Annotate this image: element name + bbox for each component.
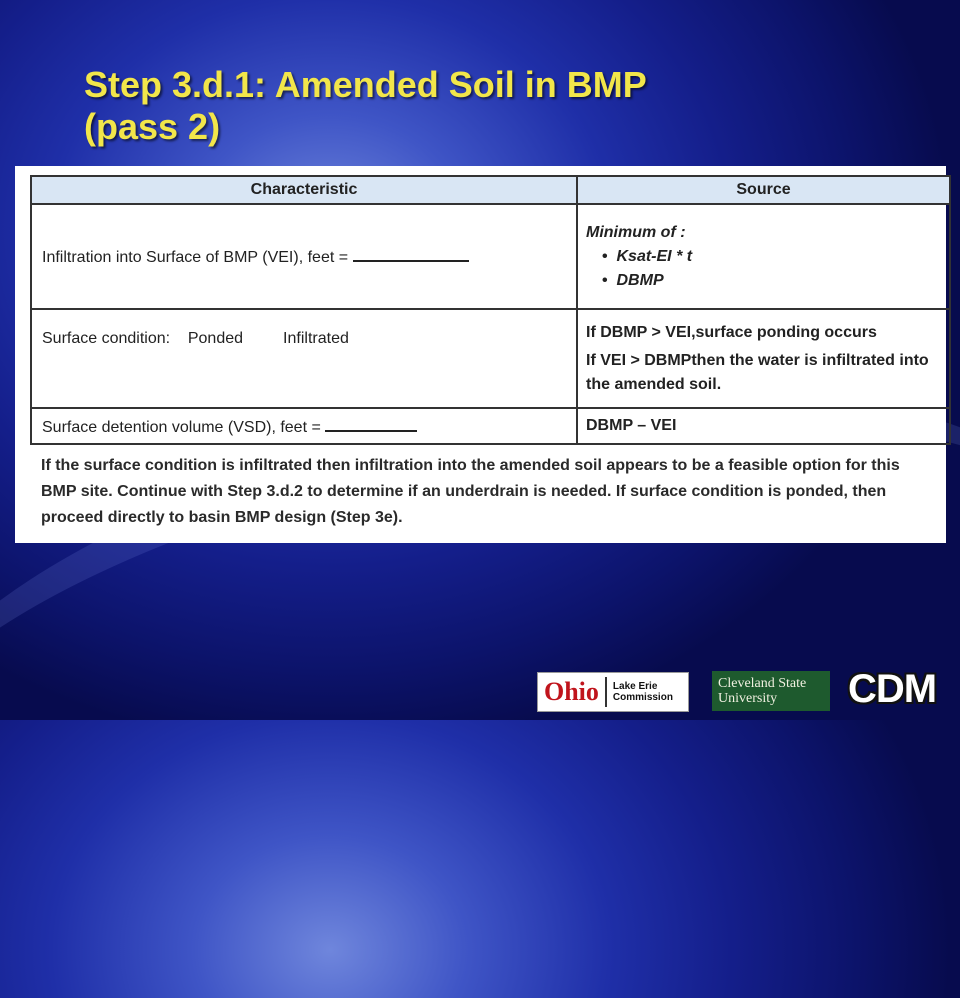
worksheet-note: If the surface condition is infiltrated then infiltration into the amended soil appears to be a feasible option for this BMP site. Continue with Step 3.d.2 to determine if an underdrain is needed. If surface condition is ponded, then proceed directly to basin BMP design (Step 3e).	[41, 457, 900, 526]
cell-characteristic	[31, 408, 577, 444]
slide-title	[84, 64, 904, 148]
cleveland-state-logo: Cleveland State University	[712, 671, 830, 711]
cell-source	[577, 309, 950, 408]
cell-characteristic	[31, 309, 577, 408]
cell-source	[577, 204, 950, 309]
answer-blank	[325, 416, 417, 432]
answer-blank	[353, 246, 469, 262]
worksheet-panel	[15, 166, 946, 543]
infiltration-label: Infiltration into Surface of BMP (VEI), feet =	[42, 249, 349, 266]
worksheet-table	[30, 175, 951, 445]
option-infiltrated: Infiltrated	[283, 330, 349, 347]
title-line-2: (pass 2)	[84, 106, 221, 147]
detention-label: Surface detention volume (VSD), feet =	[42, 418, 321, 436]
header-source: Source	[577, 176, 950, 204]
table-row	[31, 204, 950, 309]
header-characteristic: Characteristic	[31, 176, 577, 204]
list-item: • Ksat-EI * t	[602, 247, 693, 265]
table-row	[31, 309, 950, 408]
table-row	[31, 408, 950, 444]
ohio-lake-erie-logo: Ohio Lake Erie Commission	[537, 672, 689, 712]
option-ponded: Ponded	[187, 330, 244, 347]
cdm-logo: CDM	[848, 667, 937, 711]
title-line-1: Step 3.d.1: Amended Soil in BMP	[84, 64, 647, 105]
list-item: • DBMP	[602, 271, 664, 289]
ponding-rule: If DBMP > VEI,surface ponding occurs	[586, 323, 877, 341]
source-heading: Minimum of :	[586, 223, 686, 241]
table-header-row	[31, 176, 950, 204]
infiltration-rule: If VEI > DBMPthen the water is infiltrated into the amended soil.	[586, 351, 929, 393]
cell-source: DBMP – VEI	[577, 408, 950, 444]
cell-characteristic	[31, 204, 577, 309]
surface-condition-label: Surface condition:	[42, 330, 171, 347]
